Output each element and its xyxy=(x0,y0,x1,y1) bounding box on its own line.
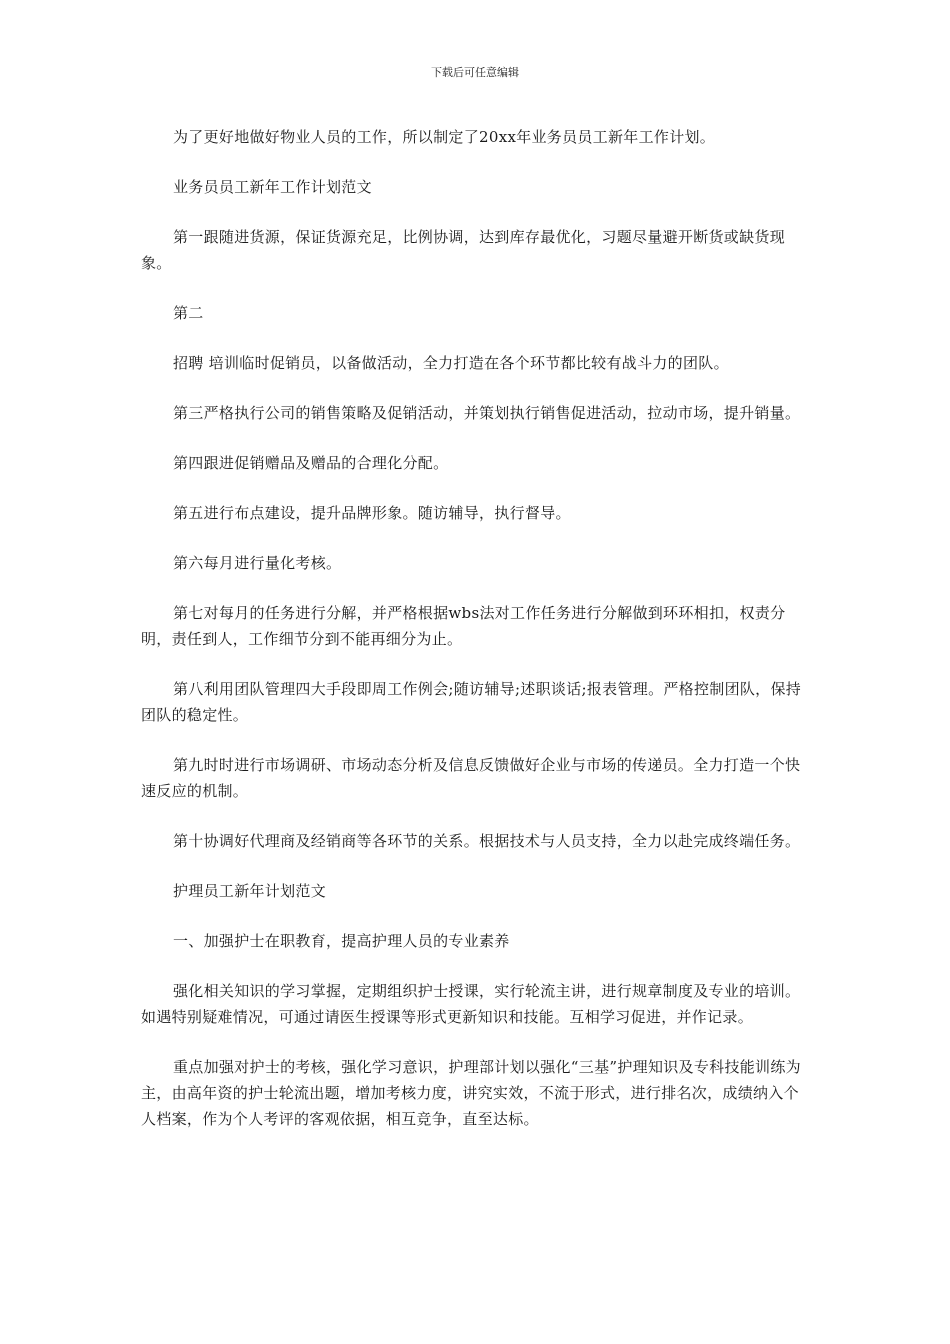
section-heading-nursing-plan: 护理员工新年计划范文 xyxy=(173,882,327,900)
paragraph: 第九时时进行市场调研、市场动态分析及信息反馈做好企业与市场的传递员。全力打造一个快速反应的机制。 xyxy=(141,756,801,800)
paragraph: 重点加强对护士的考核，强化学习意识，护理部计划以强化“三基”护理知识及专科技能训练为主，由高年资的护士轮流出题，增加考核力度，讲究实效，不流于形式，进行排名次，成绩纳入个人档案，作为个人考评的客观依据，相互竞争，直至达标。 xyxy=(141,1058,801,1128)
document-body xyxy=(141,124,811,1156)
paragraph: 招聘 培训临时促销员，以备做活动，全力打造在各个环节都比较有战斗力的团队。 xyxy=(173,354,729,372)
paragraph: 第一跟随进货源，保证货源充足，比例协调，达到库存最优化，习题尽量避开断货或缺货现象。 xyxy=(141,228,786,272)
intro-paragraph: 为了更好地做好物业人员的工作，所以制定了20xx年业务员员工新年工作计划。 xyxy=(173,128,716,146)
paragraph: 第十协调好代理商及经销商等各环节的关系。根据技术与人员支持，全力以赴完成终端任务。 xyxy=(173,832,801,850)
paragraph: 第五进行布点建设，提升品牌形象。随访辅导，执行督导。 xyxy=(173,504,571,522)
paragraph: 第八利用团队管理四大手段即周工作例会;随访辅导;述职谈话;报表管理。严格控制团队，保持团队的稳定性。 xyxy=(141,680,802,724)
paragraph: 第二 xyxy=(173,304,204,322)
subsection-heading: 一、加强护士在职教育，提高护理人员的专业素养 xyxy=(173,932,510,950)
page-header: 下载后可任意编辑 xyxy=(431,66,519,79)
section-heading-sales-plan: 业务员员工新年工作计划范文 xyxy=(173,178,372,196)
paragraph: 强化相关知识的学习掌握，定期组织护士授课，实行轮流主讲，进行规章制度及专业的培训。如遇特别疑难情况，可通过请医生授课等形式更新知识和技能。互相学习促进，并作记录。 xyxy=(141,982,801,1026)
paragraph: 第六每月进行量化考核。 xyxy=(173,554,342,572)
paragraph: 第四跟进促销赠品及赠品的合理化分配。 xyxy=(173,454,449,472)
paragraph: 第三严格执行公司的销售策略及促销活动，并策划执行销售促进活动，拉动市场，提升销量。 xyxy=(173,404,801,422)
paragraph: 第七对每月的任务进行分解，并严格根据wbs法对工作任务进行分解做到环环相扣，权责分明，责任到人，工作细节分到不能再细分为止。 xyxy=(141,604,786,648)
